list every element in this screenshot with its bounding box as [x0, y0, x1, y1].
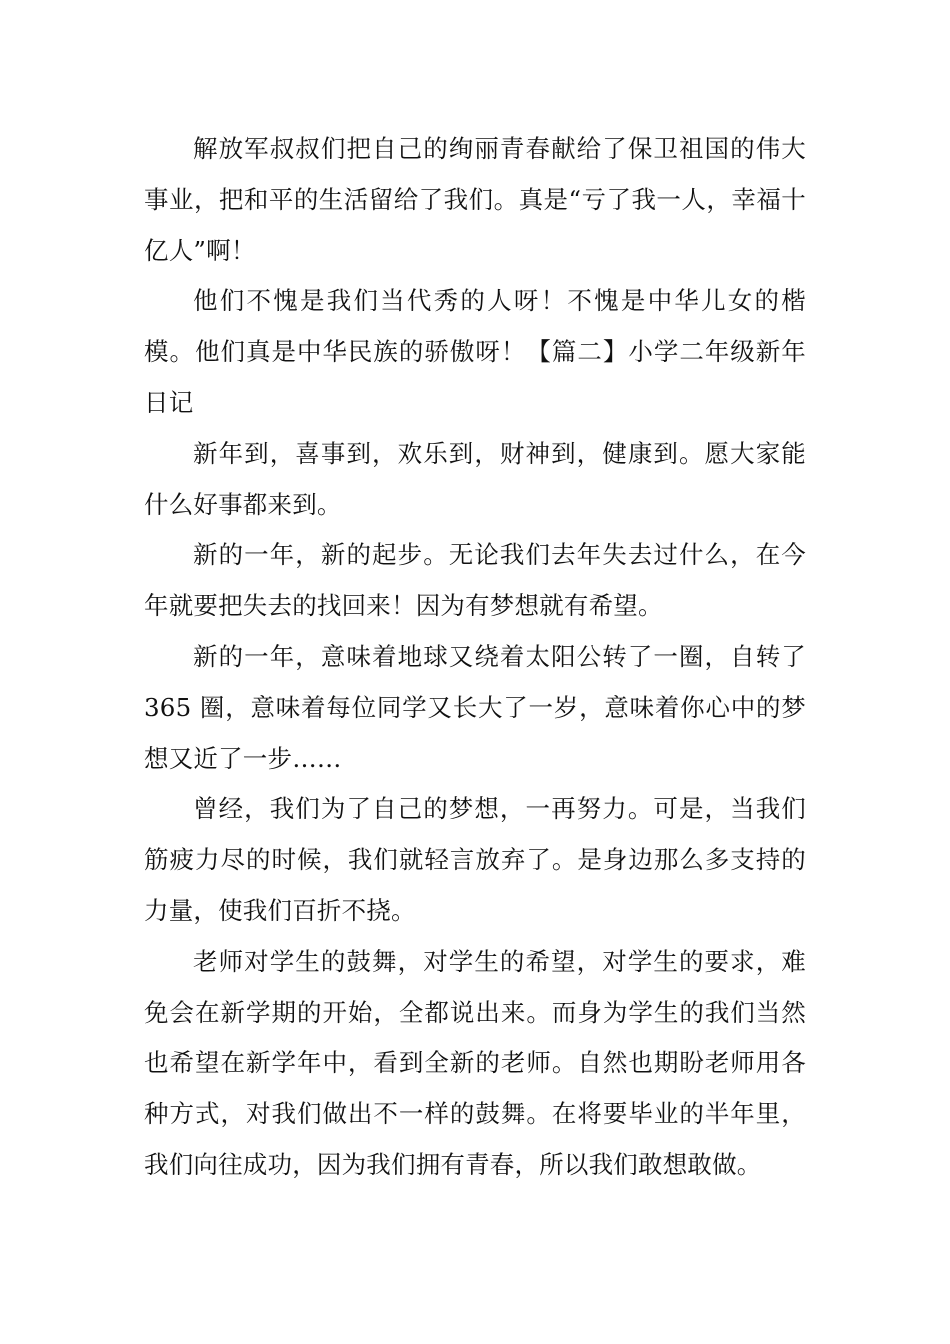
paragraph-6: 曾经，我们为了自己的梦想，一再努力。可是，当我们筋疲力尽的时候，我们就轻言放弃了。是身边那么多支持的力量，使我们百折不挠。: [144, 794, 806, 925]
paragraph-2: 他们不愧是我们当代秀的人呀！不愧是中华儿女的楷模。他们真是中华民族的骄傲呀！【篇二】小学二年级新年日记: [144, 286, 806, 417]
paragraph-5: 新的一年，意味着地球又绕着太阳公转了一圈，自转了 365 圈，意味着每位同学又长大了一岁，意味着你心中的梦想又近了一步……: [144, 641, 806, 773]
paragraph-7: 老师对学生的鼓舞，对学生的希望，对学生的要求，难免会在新学期的开始，全都说出来。而身为学生的我们当然也希望在新学年中，看到全新的老师。自然也期盼老师用各种方式，对我们做出不一样的鼓舞。在将要毕业的半年里，我们向往成功，因为我们拥有青春，所以我们敢想敢做。: [144, 946, 806, 1179]
document-body: [144, 124, 806, 1191]
paragraph-3: 新年到，喜事到，欢乐到，财神到，健康到。愿大家能什么好事都来到。: [144, 438, 806, 519]
paragraph-4: 新的一年，新的起步。无论我们去年失去过什么，在今年就要把失去的找回来！因为有梦想就有希望。: [144, 540, 806, 621]
paragraph-1: 解放军叔叔们把自己的绚丽青春献给了保卫祖国的伟大事业，把和平的生活留给了我们。真是“亏了我一人，幸福十亿人”啊！: [144, 134, 806, 265]
